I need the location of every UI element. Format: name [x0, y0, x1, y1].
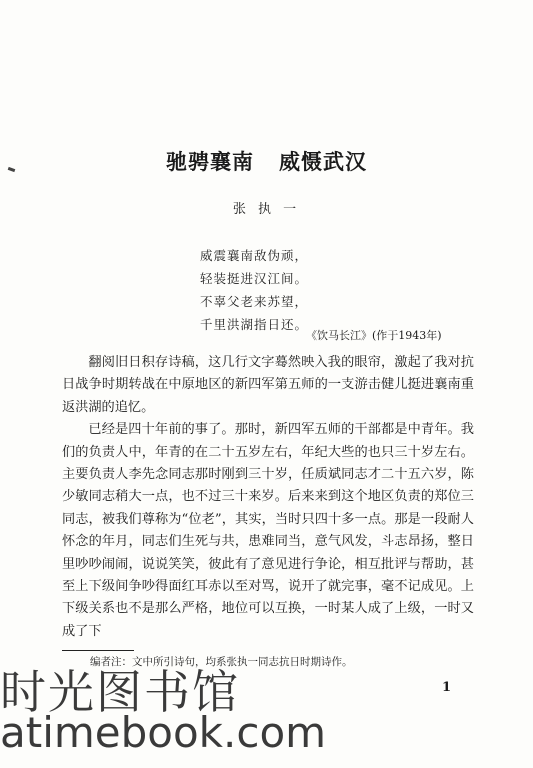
article-body: [62, 352, 474, 643]
poem-line: 千里洪湖指日还。: [200, 317, 309, 332]
body-paragraph: 已经是四十年前的事了。那时，新四军五师的干部都是中青年。我们的负责人中，年青的在二十五岁左右，年纪大些的也只三十岁左右。主要负责人李先念同志那时刚到三十岁，任质斌同志才二十五六岁，陈少敏同志稍大一点，也不过三十来岁。后来来到这个地区负责的郑位三同志，被我们尊称为“位老”，其实，当时只四十多一点。那是一段耐人怀念的年月，同志们生死与共，患难同当，意气风发，斗志昂扬，整日里吵吵闹闹，说说笑笑，彼此有了意见进行争论，相互批评与帮助，甚至上下级间争吵得面红耳赤以至对骂，说开了就完事，毫不记成见。上下级关系也不是那么严格，地位可以互换，一时某人成了上级，一时又成了下: [62, 422, 474, 639]
page-number: 1: [442, 680, 452, 695]
epigraph-poem: [200, 244, 308, 336]
article-title: 驰骋襄南 威慑武汉: [166, 149, 367, 174]
footnote-divider: [62, 650, 134, 651]
editor-footnote: 编者注：文中所引诗句，均系张执一同志抗日时期诗作。: [90, 656, 353, 668]
poem-line: 威震襄南敌伪顽，: [200, 248, 309, 263]
poem-line: 不辜父老来苏望，: [200, 294, 309, 309]
watermark-url: atimebook.com: [0, 708, 327, 757]
author-name: 张 执 一: [232, 202, 301, 217]
body-paragraph: 翻阅旧日积存诗稿，这几行文字蓦然映入我的眼帘，激起了我对抗日战争时期转战在中原地区的新四军第五师的一支游击健儿挺进襄南重返洪湖的追忆。: [62, 355, 474, 415]
poem-source: 《饮马长江》(作于1943年): [306, 329, 442, 342]
watermark-site-name: 时光图书馆: [0, 665, 240, 719]
poem-line: 轻装挺进汉江间。: [200, 271, 309, 286]
